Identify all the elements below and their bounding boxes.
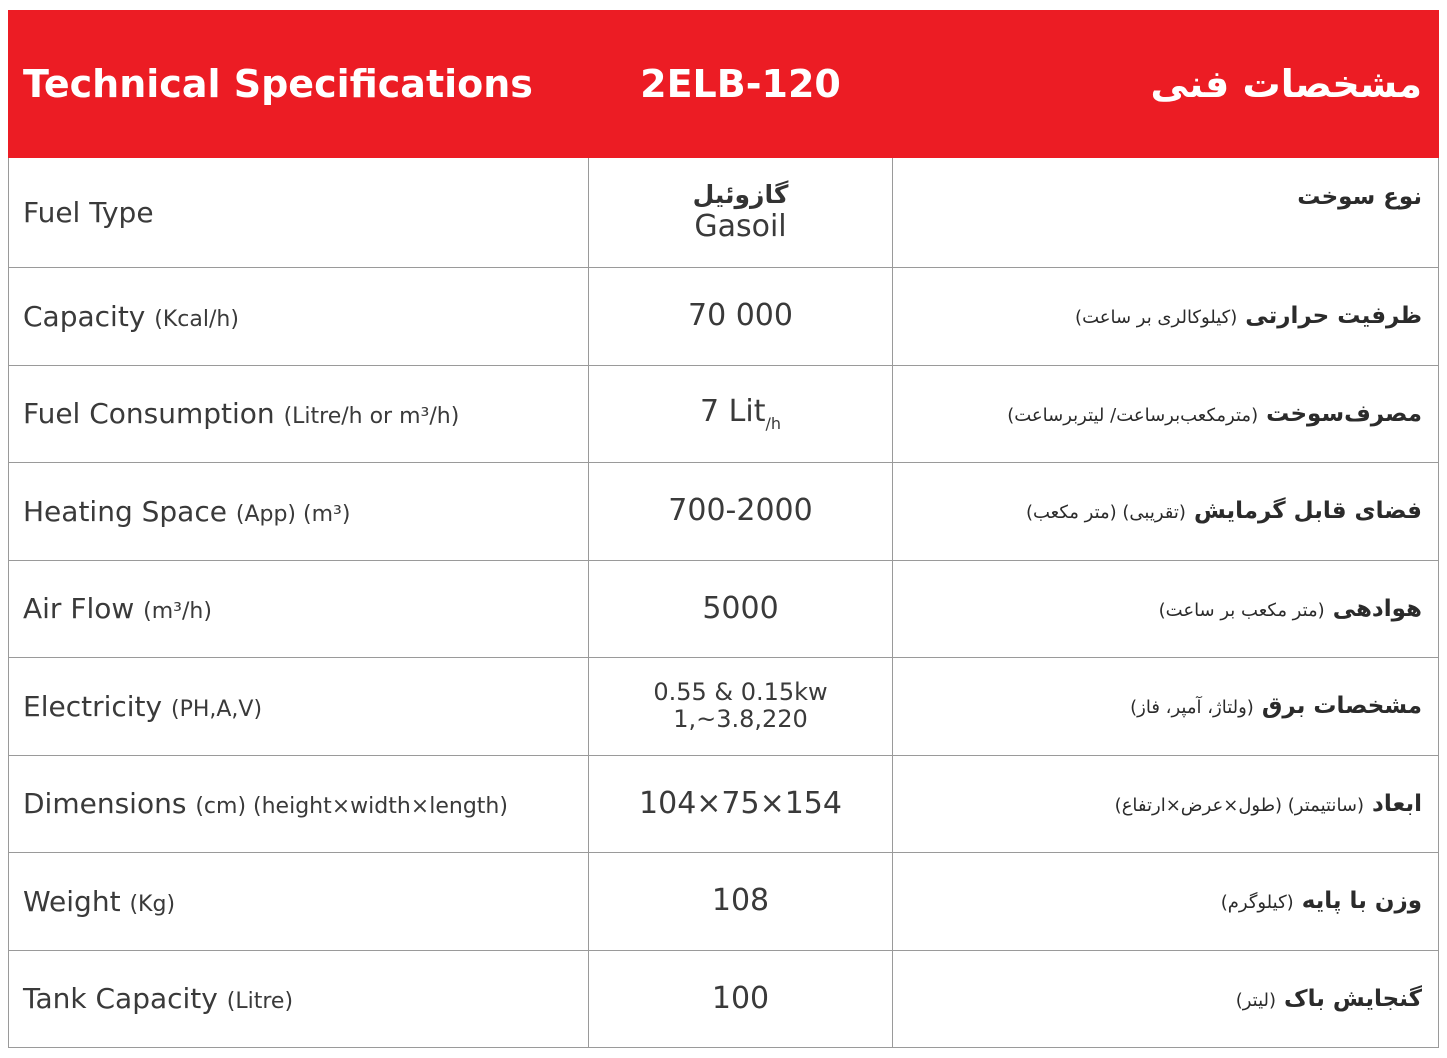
value-line-2: Gasoil <box>694 208 787 244</box>
label-en <box>9 268 589 365</box>
label-en-text: Electricity <box>23 689 163 723</box>
label-fa-unit: (متر مکعب بر ساعت) <box>1158 599 1325 621</box>
header-row <box>9 11 1439 158</box>
table-row-capacity <box>9 268 1439 365</box>
label-fa-unit: (تقریبی) (متر مکعب) <box>1025 502 1186 524</box>
label-fa-text: وزن با پایه <box>1301 888 1422 915</box>
table-row-fuel-type <box>9 157 1439 268</box>
label-fa-text: نوع سوخت <box>1297 183 1422 210</box>
label-fa-unit: (ولتاژ، آمپر، فاز) <box>1130 697 1254 719</box>
label-en <box>9 157 589 268</box>
label-en-unit: (Litre/h or m³/h) <box>283 404 460 430</box>
label-en-unit: (Litre) <box>226 989 294 1015</box>
value-cell <box>589 157 893 268</box>
header-title-en: Technical Specifications <box>9 11 589 158</box>
label-en-text: Heating Space <box>23 494 227 528</box>
label-fa-unit: (سانتیمتر) (طول×عرض×ارتفاع) <box>1114 794 1365 816</box>
value-cell: 100 <box>589 950 893 1047</box>
label-en <box>9 560 589 657</box>
value-line-2: 1,~3.8,220 <box>673 705 808 734</box>
table-row-fuel-consumption <box>9 365 1439 462</box>
label-en-text: Fuel Consumption <box>23 397 275 431</box>
value-cell: 108 <box>589 853 893 950</box>
label-en-text: Air Flow <box>23 592 135 626</box>
value-cell: 700-2000 <box>589 463 893 560</box>
label-en <box>9 658 589 755</box>
value-line-1: 0.55 & 0.15kw <box>653 677 828 706</box>
label-en-unit: (Kg) <box>129 891 176 917</box>
label-fa-unit: (لیتر) <box>1235 989 1277 1011</box>
value-cell <box>589 365 893 462</box>
label-fa-unit: (مترمکعب‌برساعت/ لیتربرساعت) <box>1007 404 1259 426</box>
label-fa <box>893 658 1439 755</box>
table-row-tank-capacity <box>9 950 1439 1047</box>
value-sub: /h <box>765 413 781 433</box>
label-en-text: Weight <box>23 884 121 918</box>
label-fa <box>893 365 1439 462</box>
value-cell <box>589 658 893 755</box>
specifications-table <box>8 10 1439 1048</box>
label-en-unit: (m³/h) <box>143 599 212 625</box>
label-en <box>9 755 589 852</box>
label-en-unit: (cm) (height×width×length) <box>195 794 508 820</box>
label-en-text: Tank Capacity <box>23 982 218 1016</box>
label-fa-unit: (کیلوکالری بر ساعت) <box>1075 307 1238 329</box>
label-fa <box>893 560 1439 657</box>
label-en-unit: (App) (m³) <box>235 501 351 527</box>
table-row-weight <box>9 853 1439 950</box>
label-fa-text: مشخصات برق <box>1261 693 1422 720</box>
header-model: 2ELB-120 <box>589 11 893 158</box>
label-fa-text: هوادهی <box>1332 595 1422 622</box>
value-cell: 104×75×154 <box>589 755 893 852</box>
label-fa <box>893 950 1439 1047</box>
label-fa-text: ظرفیت حرارتی <box>1245 303 1422 330</box>
label-fa <box>893 755 1439 852</box>
label-fa <box>893 463 1439 560</box>
label-en <box>9 853 589 950</box>
value-line-1: گازوئیل <box>692 179 789 209</box>
table-row-electricity <box>9 658 1439 755</box>
label-fa-unit: (کیلوگرم) <box>1220 892 1294 914</box>
label-fa-text: فضای قابل گرمایش <box>1193 498 1422 525</box>
table-row-air-flow <box>9 560 1439 657</box>
label-en-unit: (PH,A,V) <box>171 696 263 722</box>
header-title-fa: مشخصات فنی <box>893 11 1439 158</box>
label-en-text: Capacity <box>23 299 146 333</box>
value-main: 7 Lit <box>700 393 766 429</box>
value-cell: 5000 <box>589 560 893 657</box>
label-en-unit: (Kcal/h) <box>154 306 239 332</box>
table-row-dimensions <box>9 755 1439 852</box>
label-fa <box>893 853 1439 950</box>
label-en <box>9 365 589 462</box>
label-fa-text: گنجایش باک <box>1284 985 1422 1012</box>
label-en-text: Fuel Type <box>23 195 154 229</box>
label-en-text: Dimensions <box>23 787 187 821</box>
label-fa <box>893 157 1439 268</box>
label-en <box>9 950 589 1047</box>
table-row-heating-space <box>9 463 1439 560</box>
label-fa-text: ابعاد <box>1372 790 1422 817</box>
label-en <box>9 463 589 560</box>
value-cell: 70 000 <box>589 268 893 365</box>
label-fa <box>893 268 1439 365</box>
label-fa-text: مصرف‌سوخت <box>1266 400 1422 427</box>
